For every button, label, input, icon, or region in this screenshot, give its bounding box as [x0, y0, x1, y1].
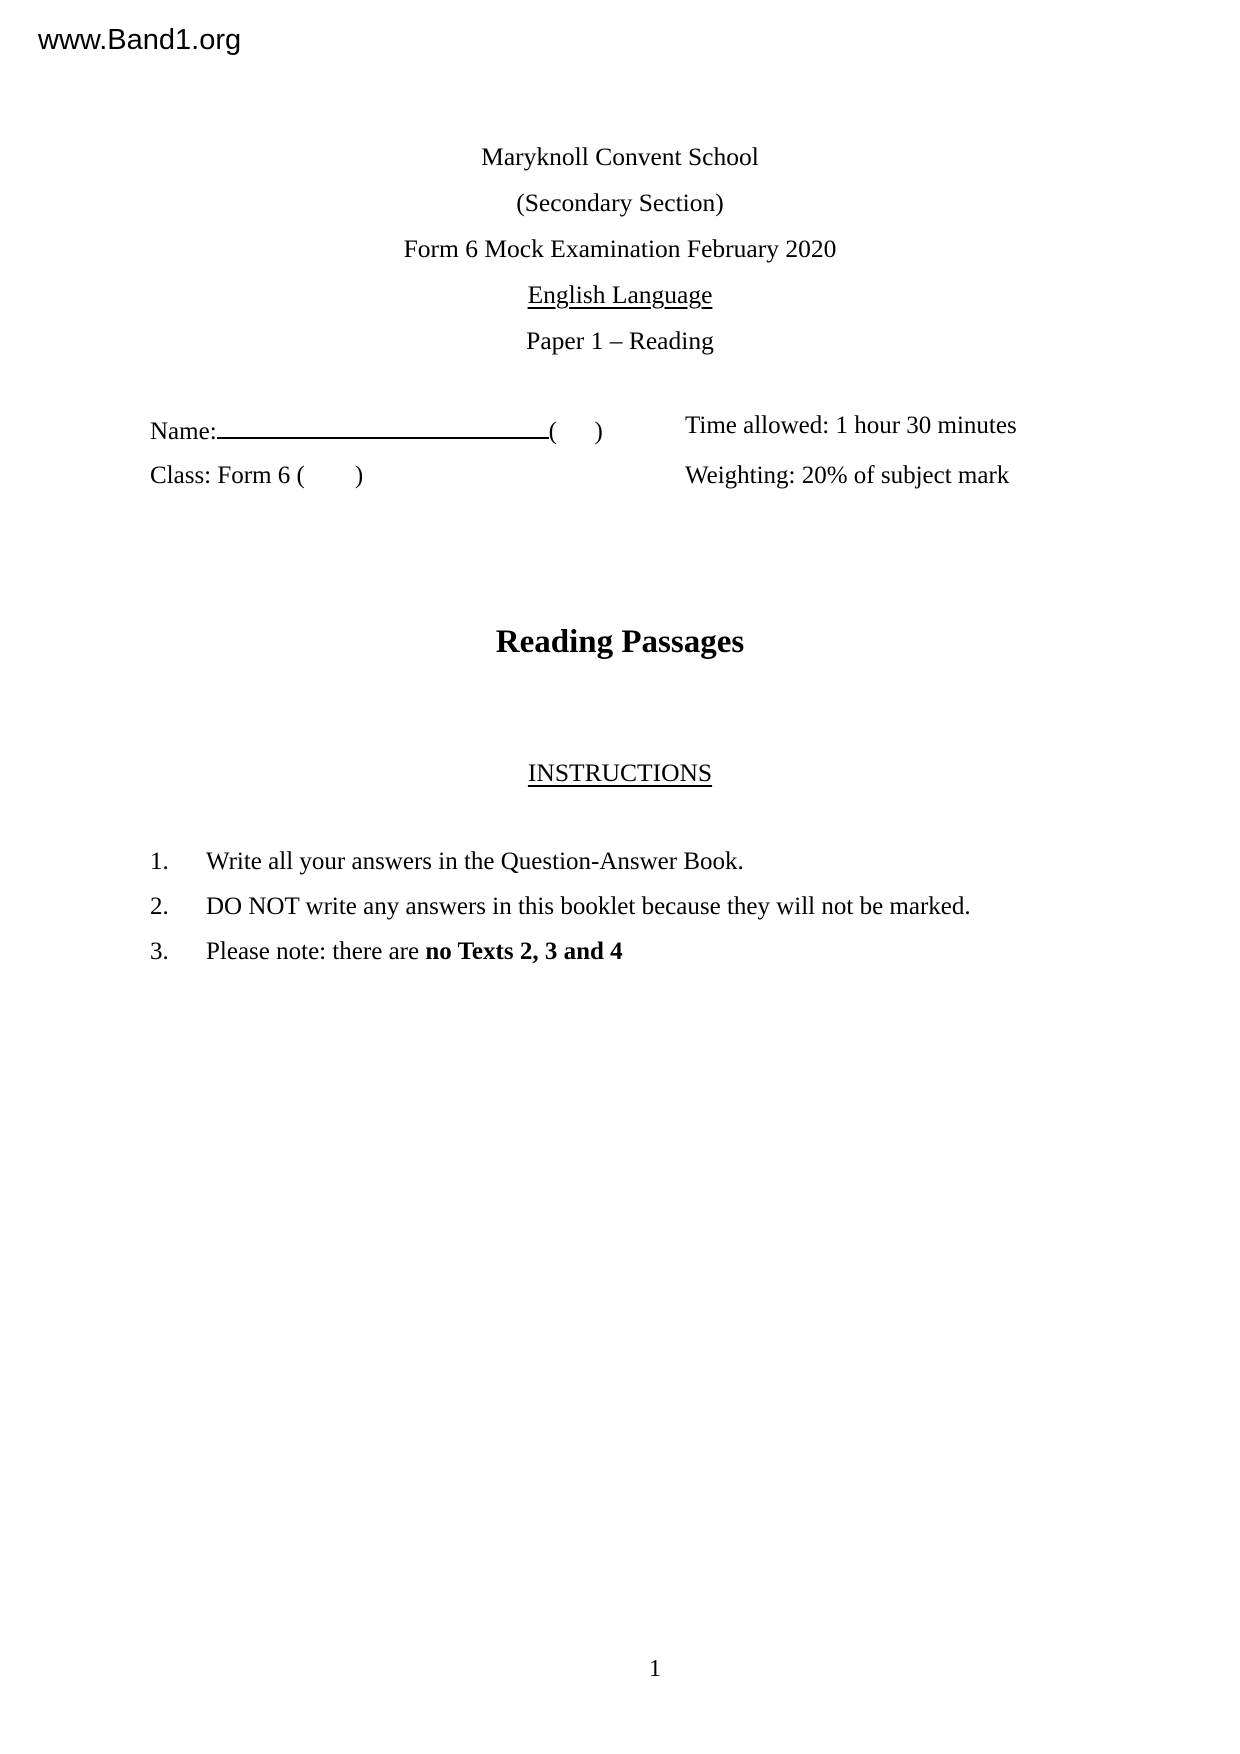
instruction-text-bold: no Texts 2, 3 and 4	[425, 938, 623, 965]
time-allowed: Time allowed: 1 hour 30 minutes	[685, 412, 1017, 439]
class-label: Class: Form 6 ( )	[150, 462, 364, 489]
exam-title: Form 6 Mock Examination February 2020	[403, 234, 837, 263]
exam-header	[0, 134, 1240, 364]
instruction-number: 3.	[150, 938, 169, 965]
instructions-heading	[0, 758, 1240, 788]
instruction-text-normal: Please note: there are	[206, 938, 426, 965]
page-title: Reading Passages	[495, 624, 745, 660]
watermark-url: www.Band1.org	[38, 24, 242, 56]
paper-title: Paper 1 – Reading	[526, 326, 714, 355]
instructions-list	[150, 848, 1180, 983]
instruction-text	[206, 848, 744, 876]
instruction-text	[206, 938, 623, 966]
subject-title	[0, 272, 1240, 318]
class-row	[150, 462, 1180, 512]
instruction-number: 1.	[150, 848, 169, 875]
page-number: 1	[649, 1656, 661, 1682]
subject-title-text: English Language	[527, 280, 713, 309]
instruction-item	[150, 938, 1180, 966]
name-paren: ( )	[548, 418, 603, 445]
instruction-text	[206, 893, 971, 921]
instruction-item	[150, 848, 1180, 876]
name-label: Name:	[150, 418, 217, 445]
instruction-text-normal: DO NOT write any answers in this booklet because they will not be marked.	[206, 893, 971, 920]
instruction-number: 2.	[150, 893, 169, 920]
instruction-item	[150, 893, 1180, 921]
name-underline	[217, 412, 549, 439]
weighting: Weighting: 20% of subject mark	[685, 462, 1010, 489]
school-name: Maryknoll Convent School	[481, 142, 759, 171]
name-row	[150, 412, 1180, 462]
instructions-heading-text: INSTRUCTIONS	[527, 758, 713, 787]
candidate-info	[150, 412, 1180, 512]
school-section: (Secondary Section)	[516, 188, 724, 217]
instruction-text-normal: Write all your answers in the Question-Answer Book.	[206, 848, 744, 875]
